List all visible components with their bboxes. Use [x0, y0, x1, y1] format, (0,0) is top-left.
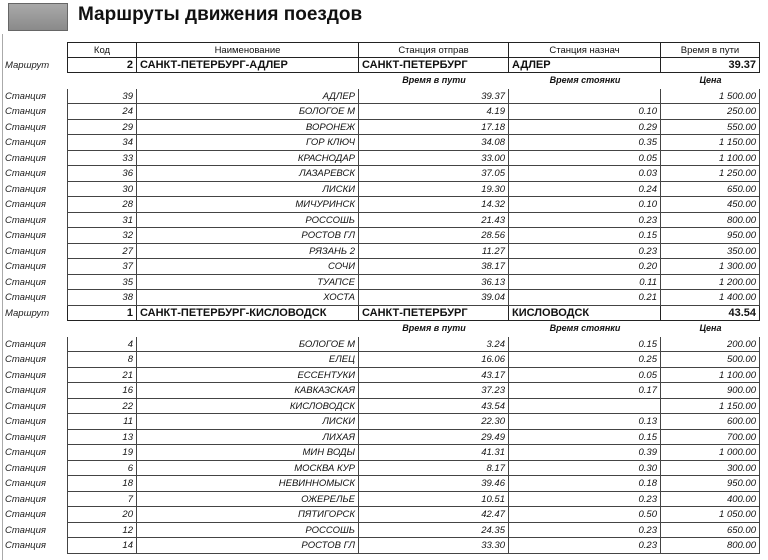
- station-code: 22: [67, 399, 137, 415]
- station-stop-time: 0.23: [509, 213, 661, 229]
- station-stop-time: 0.13: [509, 414, 661, 430]
- station-label: Станция: [5, 152, 46, 164]
- station-name: ЛИХАЯ: [137, 430, 359, 446]
- station-stop-time: [509, 399, 661, 415]
- route-to: КИСЛОВОДСК: [509, 306, 661, 322]
- station-price: 600.00: [661, 414, 760, 430]
- station-price: 400.00: [661, 492, 760, 508]
- station-stop-time: 0.18: [509, 476, 661, 492]
- station-label: Станция: [5, 183, 46, 195]
- station-travel-time: 29.49: [359, 430, 509, 446]
- station-name: БОЛОГОЕ М: [137, 337, 359, 353]
- station-code: 6: [67, 461, 137, 477]
- route-name: САНКТ-ПЕТЕРБУРГ-АДЛЕР: [137, 58, 359, 74]
- station-code: 32: [67, 228, 137, 244]
- station-name: ГОР КЛЮЧ: [137, 135, 359, 151]
- station-price: 550.00: [661, 120, 760, 136]
- subheader-time: Время в пути: [402, 323, 466, 333]
- station-name: РОССОШЬ: [137, 213, 359, 229]
- station-travel-time: 33.00: [359, 151, 509, 167]
- station-stop-time: 0.10: [509, 197, 661, 213]
- station-name: ЛИСКИ: [137, 414, 359, 430]
- station-row: [2, 244, 762, 260]
- station-travel-time: 43.17: [359, 368, 509, 384]
- station-name: ЕЛЕЦ: [137, 352, 359, 368]
- station-travel-time: 38.17: [359, 259, 509, 275]
- station-price: 300.00: [661, 461, 760, 477]
- station-code: 39: [67, 89, 137, 105]
- station-name: БОЛОГОЕ М: [137, 104, 359, 120]
- route-from: САНКТ-ПЕТЕРБУРГ: [359, 58, 509, 74]
- route-label: Маршрут: [5, 59, 50, 71]
- station-code: 16: [67, 383, 137, 399]
- station-label: Станция: [5, 524, 46, 536]
- station-label: Станция: [5, 462, 46, 474]
- station-code: 38: [67, 290, 137, 306]
- station-label: Станция: [5, 385, 46, 396]
- station-travel-time: 28.56: [359, 228, 509, 244]
- station-stop-time: 0.23: [509, 492, 661, 508]
- station-price: 1 500.00: [661, 89, 760, 105]
- station-row: [2, 523, 762, 539]
- station-code: 7: [67, 492, 137, 508]
- station-name: НЕВИННОМЫСК: [137, 476, 359, 492]
- station-name: СОЧИ: [137, 259, 359, 275]
- station-code: 12: [67, 523, 137, 539]
- station-stop-time: 0.23: [509, 244, 661, 260]
- station-stop-time: 0.21: [509, 290, 661, 306]
- station-travel-time: 24.35: [359, 523, 509, 539]
- station-travel-time: 16.06: [359, 352, 509, 368]
- station-travel-time: 43.54: [359, 399, 509, 415]
- station-price: 650.00: [661, 182, 760, 198]
- station-label: Станция: [5, 261, 46, 272]
- station-code: 24: [67, 104, 137, 120]
- station-price: 350.00: [661, 244, 760, 260]
- station-code: 18: [67, 476, 137, 492]
- station-name: ВОРОНЕЖ: [137, 120, 359, 136]
- station-name: КИСЛОВОДСК: [137, 399, 359, 415]
- station-label: Станция: [5, 493, 46, 505]
- station-name: МИН ВОДЫ: [137, 445, 359, 461]
- station-code: 28: [67, 197, 137, 213]
- station-stop-time: 0.15: [509, 430, 661, 446]
- station-price: 1 100.00: [661, 368, 760, 384]
- station-stop-time: 0.10: [509, 104, 661, 120]
- station-travel-time: 8.17: [359, 461, 509, 477]
- station-travel-time: 11.27: [359, 244, 509, 260]
- station-price: 650.00: [661, 523, 760, 539]
- station-label: Станция: [5, 276, 46, 288]
- station-code: 33: [67, 151, 137, 167]
- station-code: 13: [67, 430, 137, 446]
- station-row: [2, 182, 762, 198]
- station-name: МИЧУРИНСК: [137, 197, 359, 213]
- col-header-from: Станция отправ: [359, 42, 509, 58]
- station-name: ТУАПСЕ: [137, 275, 359, 291]
- station-price: 200.00: [661, 337, 760, 353]
- station-label: Станция: [5, 509, 46, 520]
- route-to: АДЛЕР: [509, 58, 661, 74]
- station-row: [2, 120, 762, 136]
- station-travel-time: 37.23: [359, 383, 509, 399]
- station-code: 34: [67, 135, 137, 151]
- station-name: КАВКАЗСКАЯ: [137, 383, 359, 399]
- col-header-to: Станция назнач: [509, 42, 661, 58]
- route-code: 1: [67, 306, 137, 322]
- station-price: 250.00: [661, 104, 760, 120]
- station-subheader-row: [2, 73, 762, 89]
- station-code: 19: [67, 445, 137, 461]
- station-subheader-row: [2, 321, 762, 337]
- station-label: Станция: [5, 199, 46, 210]
- station-price: 1 200.00: [661, 275, 760, 291]
- route-row: [2, 58, 762, 74]
- station-travel-time: 39.37: [359, 89, 509, 105]
- col-header-code: Код: [67, 42, 137, 58]
- subheader-time: Время в пути: [402, 75, 466, 85]
- station-stop-time: 0.23: [509, 538, 661, 554]
- station-name: РОСТОВ ГЛ: [137, 538, 359, 554]
- station-stop-time: 0.35: [509, 135, 661, 151]
- station-label: Станция: [5, 90, 46, 102]
- station-price: 450.00: [661, 197, 760, 213]
- station-price: 1 000.00: [661, 445, 760, 461]
- report-header: [0, 0, 768, 36]
- subheader-stop: Время стоянки: [549, 323, 621, 333]
- subheader-stop: Время стоянки: [549, 75, 621, 85]
- column-header-row: [2, 42, 762, 58]
- station-travel-time: 3.24: [359, 337, 509, 353]
- station-row: [2, 476, 762, 492]
- station-name: РОССОШЬ: [137, 523, 359, 539]
- station-label: Станция: [5, 230, 46, 241]
- station-name: ЛАЗАРЕВСК: [137, 166, 359, 182]
- station-price: 1 150.00: [661, 399, 760, 415]
- station-travel-time: 19.30: [359, 182, 509, 198]
- station-row: [2, 151, 762, 167]
- station-code: 20: [67, 507, 137, 523]
- station-name: ЛИСКИ: [137, 182, 359, 198]
- station-code: 8: [67, 352, 137, 368]
- station-travel-time: 36.13: [359, 275, 509, 291]
- station-name: ЕССЕНТУКИ: [137, 368, 359, 384]
- report-body: [2, 42, 762, 554]
- station-stop-time: 0.39: [509, 445, 661, 461]
- station-row: [2, 104, 762, 120]
- station-row: [2, 259, 762, 275]
- station-row: [2, 213, 762, 229]
- station-code: 14: [67, 538, 137, 554]
- station-stop-time: 0.29: [509, 120, 661, 136]
- station-name: ОЖЕРЕЛЬЕ: [137, 492, 359, 508]
- station-stop-time: 0.05: [509, 368, 661, 384]
- station-label: Станция: [5, 354, 46, 365]
- station-label: Станция: [5, 338, 46, 350]
- station-price: 800.00: [661, 213, 760, 229]
- station-label: Станция: [5, 245, 46, 257]
- station-travel-time: 39.46: [359, 476, 509, 492]
- station-travel-time: 22.30: [359, 414, 509, 430]
- station-label: Станция: [5, 540, 46, 551]
- station-label: Станция: [5, 137, 46, 148]
- station-price: 700.00: [661, 430, 760, 446]
- col-header-name: Наименование: [137, 42, 359, 58]
- route-travel-time: 43.54: [661, 306, 760, 322]
- station-label: Станция: [5, 168, 46, 179]
- station-row: [2, 507, 762, 523]
- route-travel-time: 39.37: [661, 58, 760, 74]
- station-price: 900.00: [661, 383, 760, 399]
- station-row: [2, 445, 762, 461]
- station-travel-time: 14.32: [359, 197, 509, 213]
- station-price: 1 050.00: [661, 507, 760, 523]
- subheader-price: Цена: [699, 323, 722, 333]
- station-name: РОСТОВ ГЛ: [137, 228, 359, 244]
- station-row: [2, 492, 762, 508]
- station-code: 11: [67, 414, 137, 430]
- station-price: 1 250.00: [661, 166, 760, 182]
- station-name: РЯЗАНЬ 2: [137, 244, 359, 260]
- station-code: 30: [67, 182, 137, 198]
- station-price: 1 400.00: [661, 290, 760, 306]
- station-code: 36: [67, 166, 137, 182]
- station-travel-time: 42.47: [359, 507, 509, 523]
- station-travel-time: 41.31: [359, 445, 509, 461]
- station-row: [2, 383, 762, 399]
- station-row: [2, 228, 762, 244]
- station-label: Станция: [5, 478, 46, 489]
- route-label: Маршрут: [5, 307, 50, 319]
- station-stop-time: 0.15: [509, 337, 661, 353]
- station-travel-time: 37.05: [359, 166, 509, 182]
- station-row: [2, 352, 762, 368]
- station-code: 29: [67, 120, 137, 136]
- station-label: Станция: [5, 416, 46, 427]
- route-from: САНКТ-ПЕТЕРБУРГ: [359, 306, 509, 322]
- station-code: 35: [67, 275, 137, 291]
- station-travel-time: 4.19: [359, 104, 509, 120]
- station-travel-time: 10.51: [359, 492, 509, 508]
- station-code: 37: [67, 259, 137, 275]
- station-row: [2, 430, 762, 446]
- station-row: [2, 197, 762, 213]
- station-price: 1 300.00: [661, 259, 760, 275]
- station-code: 21: [67, 368, 137, 384]
- station-name: КРАСНОДАР: [137, 151, 359, 167]
- station-name: ХОСТА: [137, 290, 359, 306]
- station-row: [2, 368, 762, 384]
- station-row: [2, 538, 762, 554]
- station-travel-time: 17.18: [359, 120, 509, 136]
- station-row: [2, 461, 762, 477]
- route-name: САНКТ-ПЕТЕРБУРГ-КИСЛОВОДСК: [137, 306, 359, 322]
- station-stop-time: 0.23: [509, 523, 661, 539]
- station-travel-time: 34.08: [359, 135, 509, 151]
- station-stop-time: 0.25: [509, 352, 661, 368]
- station-row: [2, 399, 762, 415]
- page-title: Маршруты движения поездов: [78, 4, 363, 25]
- station-row: [2, 166, 762, 182]
- station-label: Станция: [5, 292, 46, 303]
- report-logo: [8, 3, 68, 31]
- station-row: [2, 89, 762, 105]
- station-label: Станция: [5, 369, 46, 381]
- station-stop-time: 0.03: [509, 166, 661, 182]
- station-row: [2, 337, 762, 353]
- station-name: МОСКВА КУР: [137, 461, 359, 477]
- subheader-price: Цена: [699, 75, 722, 85]
- col-header-travel-time: Время в пути: [661, 42, 760, 58]
- station-stop-time: 0.20: [509, 259, 661, 275]
- station-stop-time: 0.11: [509, 275, 661, 291]
- station-stop-time: 0.30: [509, 461, 661, 477]
- station-stop-time: [509, 89, 661, 105]
- station-label: Станция: [5, 400, 46, 412]
- station-row: [2, 135, 762, 151]
- station-price: 500.00: [661, 352, 760, 368]
- station-price: 1 100.00: [661, 151, 760, 167]
- station-stop-time: 0.17: [509, 383, 661, 399]
- station-stop-time: 0.24: [509, 182, 661, 198]
- station-label: Станция: [5, 121, 46, 133]
- station-label: Станция: [5, 106, 46, 117]
- station-code: 27: [67, 244, 137, 260]
- station-row: [2, 275, 762, 291]
- station-row: [2, 414, 762, 430]
- station-stop-time: 0.05: [509, 151, 661, 167]
- station-name: ПЯТИГОРСК: [137, 507, 359, 523]
- route-row: [2, 306, 762, 322]
- station-label: Станция: [5, 431, 46, 443]
- station-travel-time: 39.04: [359, 290, 509, 306]
- station-stop-time: 0.50: [509, 507, 661, 523]
- station-code: 4: [67, 337, 137, 353]
- station-price: 950.00: [661, 476, 760, 492]
- station-label: Станция: [5, 447, 46, 458]
- station-stop-time: 0.15: [509, 228, 661, 244]
- station-price: 800.00: [661, 538, 760, 554]
- station-name: АДЛЕР: [137, 89, 359, 105]
- station-price: 1 150.00: [661, 135, 760, 151]
- route-code: 2: [67, 58, 137, 74]
- station-travel-time: 21.43: [359, 213, 509, 229]
- station-travel-time: 33.30: [359, 538, 509, 554]
- station-label: Станция: [5, 214, 46, 226]
- station-price: 950.00: [661, 228, 760, 244]
- station-code: 31: [67, 213, 137, 229]
- station-row: [2, 290, 762, 306]
